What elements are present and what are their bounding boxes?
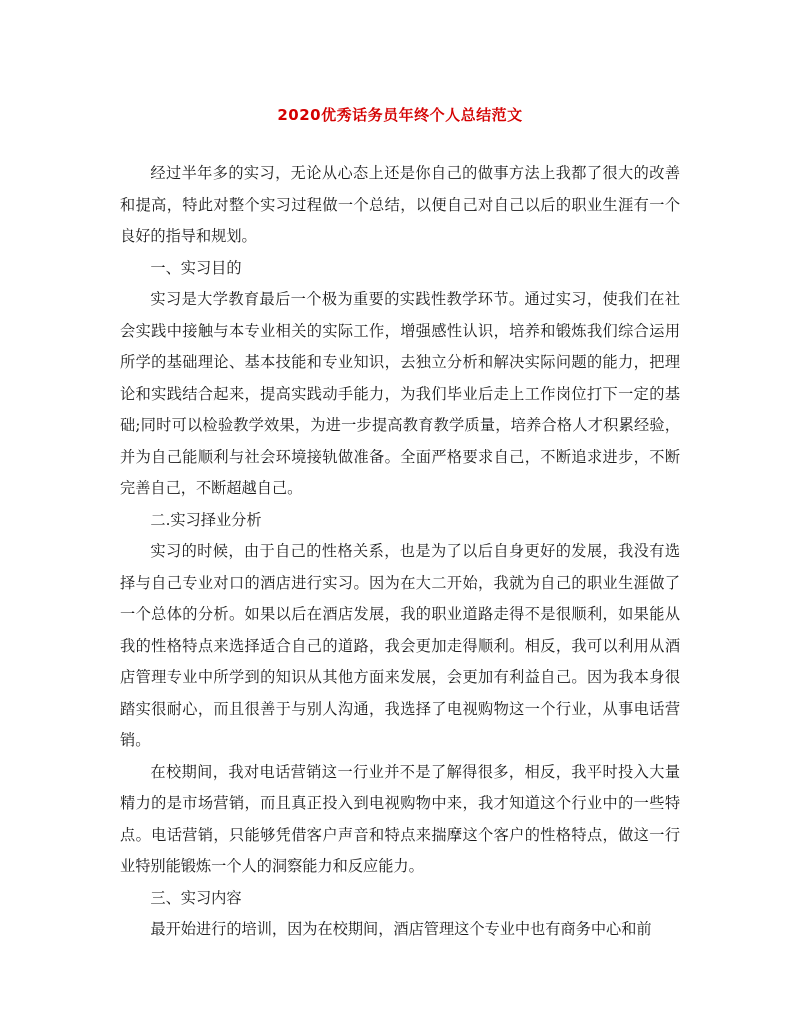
- document-body: [120, 158, 680, 946]
- section-heading-career-analysis: 二.实习择业分析: [150, 510, 262, 529]
- document-title: 2020优秀话务员年终个人总结范文: [277, 106, 523, 124]
- paragraph-career-analysis: 实习的时候，由于自己的性格关系，也是为了以后自身更好的发展，我没有选择与自己专业对口的酒店进行实习。因为在大二开始，我就为自己的职业生涯做了一个总体的分析。如果以后在酒店发展，我的职业道路走得不是很顺利，如果能从我的性格特点来选择适合自己的道路，我会更加走得顺利。相反，我可以利用从酒店管理专业中所学到的知识从其他方面来发展，会更加有利益自己。因为我本身很踏实很耐心，而且很善于与别人沟通，我选择了电视购物这一个行业，从事电话营销。: [120, 542, 680, 749]
- paragraph-training: 最开始进行的培训，因为在校期间，酒店管理这个专业中也有商务中心和前: [150, 920, 652, 938]
- section-heading-content: 三、实习内容: [150, 888, 242, 907]
- paragraph-purpose: 实习是大学教育最后一个极为重要的实践性教学环节。通过实习，使我们在社会实践中接触与本专业相关的实际工作，增强感性认识，培养和锻炼我们综合运用所学的基础理论、基本技能和专业知识，去独立分析和解决实际问题的能力，把理论和实践结合起来，提高实践动手能力，为我们毕业后走上工作岗位打下一定的基础;同时可以检验教学效果，为进一步提高教育教学质量，培养合格人才积累经验，并为自己能顺利与社会环境接轨做准备。全面严格要求自己，不断追求进步，不断完善自己，不断超越自己。: [120, 290, 680, 497]
- section-heading-purpose: 一、实习目的: [150, 258, 242, 277]
- paragraph-intro: 经过半年多的实习，无论从心态上还是你自己的做事方法上我都了很大的改善和提高，特此对整个实习过程做一个总结，以便自己对自己以后的职业生涯有一个良好的指导和规划。: [120, 164, 680, 245]
- paragraph-school-period: 在校期间，我对电话营销这一行业并不是了解得很多，相反，我平时投入大量精力的是市场营销，而且真正投入到电视购物中来，我才知道这个行业中的一些特点。电话营销，只能够凭借客户声音和特点来揣摩这个客户的性格特点，做这一行业特别能锻炼一个人的洞察能力和反应能力。: [120, 762, 680, 875]
